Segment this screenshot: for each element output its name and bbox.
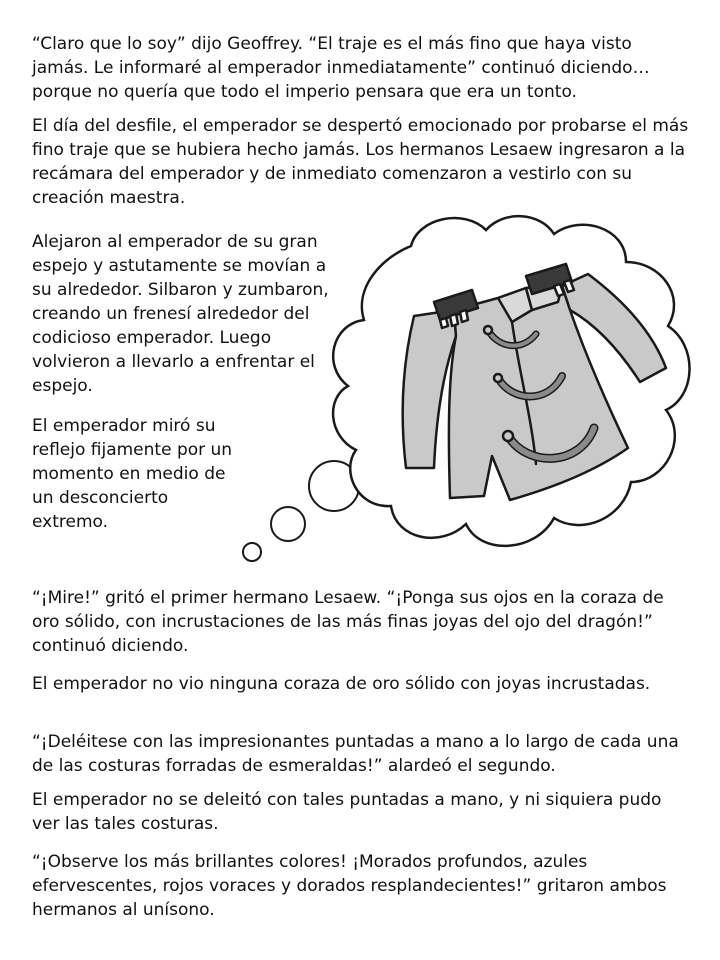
paragraph-5: “¡Mire!” gritó el primer hermano Lesaew. “¡Ponga sus ojos en la coraza de oro sólido, con incrustaciones de las más finas joyas del ojo del dragón!” continuó diciendo. [32,588,664,656]
paragraph-2: El día del desfile, el emperador se despertó emocionado por probarse el más fino traje que se hubiera hecho jamás. Los hermanos Lesaew ingresaron a la recámara del emperador y de inmediato comenzaron a vestirlo con su creación maestra. [32,116,689,208]
paragraph-6: El emperador no vio ninguna coraza de oro sólido con joyas incrustadas. [32,674,651,694]
paragraph-8: El emperador no se deleitó con tales puntadas a mano, y ni siquiera pudo ver las tales costuras. [32,790,662,834]
paragraph-3: Alejaron al emperador de su gran espejo y astutamente se movían a su alrededor. Silbaron y zumbaron, creando un frenesí alrededor del codicioso emperador. Luego volvieron a llevarlo a enfrentar el espejo. [32,232,329,396]
paragraph-7: “¡Deléitese con las impresionantes puntadas a mano a lo largo de cada una de las costuras forradas de esmeraldas!” alardeó el segundo. [32,732,679,776]
paragraph-1: “Claro que lo soy” dijo Geoffrey. “El traje es el más fino que haya visto jamás. Le informaré al emperador inmediatamente” continuó diciendo… porque no quería que todo el imperio pensara que era un tonto. [32,34,650,102]
paragraph-4: El emperador miró su reflejo fijamente por un momento en medio de un desconcierto extremo. [32,416,233,532]
thought-bubble-dot-small [243,543,261,561]
paragraph-9: “¡Observe los más brillantes colores! ¡Morados profundos, azules efervescentes, rojos voraces y dorados resplandecientes!” gritaron ambos hermanos al unísono. [32,852,667,920]
thought-bubble-dot-medium [271,507,305,541]
thought-bubble-illustration [236,206,720,576]
